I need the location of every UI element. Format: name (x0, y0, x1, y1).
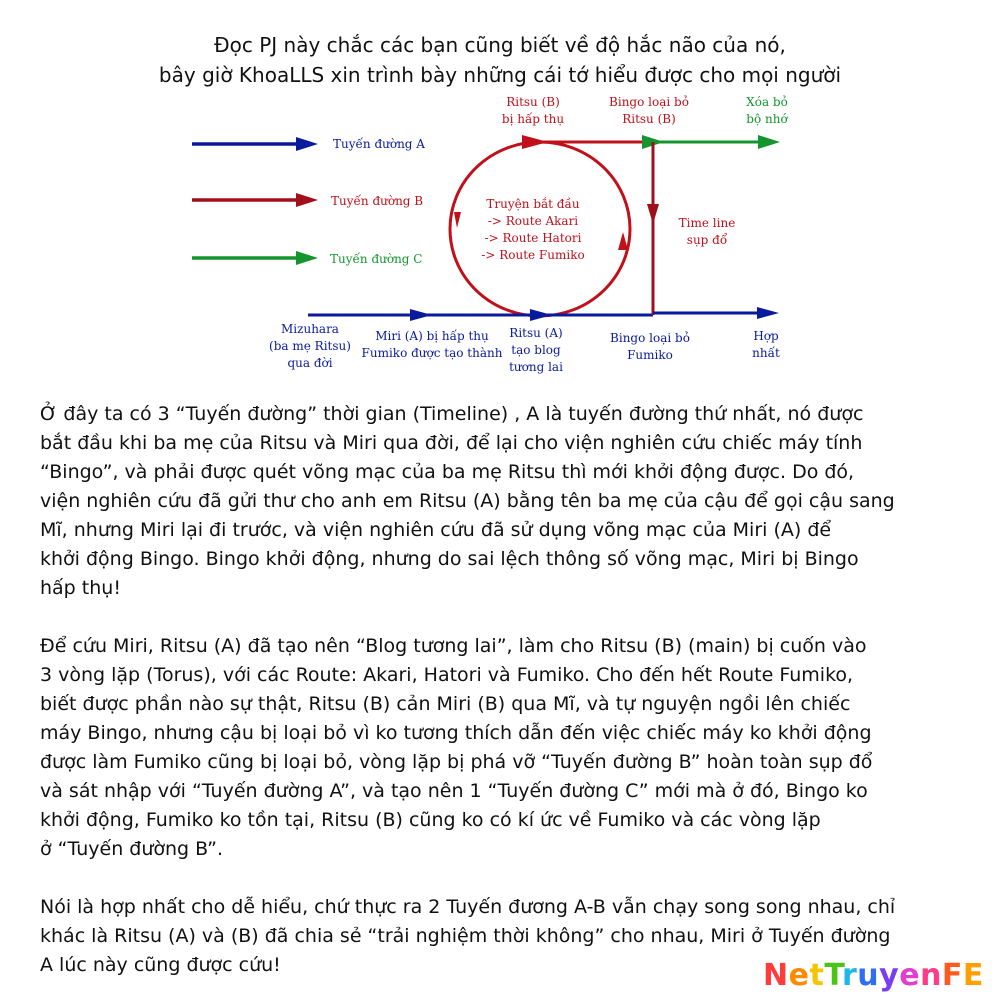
label-mizuhara-2: (ba mẹ Ritsu) (269, 339, 351, 353)
paragraph-3-line: Nói là hợp nhất cho dễ hiểu, chứ thực ra 2 Tuyến đương A-B vẫn chạy song song nhau, chỉ (40, 896, 896, 918)
label-ritsu-b-absorbed-2: bị hấp thụ (501, 112, 565, 126)
loop-text-4: -> Route Fumiko (481, 248, 585, 262)
label-bingo-ritsu-b-1: Bingo loại bỏ (609, 95, 689, 109)
brand-letter: t (809, 958, 825, 993)
route-c-arrow (192, 251, 318, 265)
paragraph-1-line: “Bingo”, và phải được quét võng mạc của ba mẹ Ritsu thì mới khởi động được. Do đó, (40, 461, 855, 483)
paragraph-2-line: và sát nhập với “Tuyến đường A”, và tạo nên 1 “Tuyến đường C” mới mà ở đó, Bingo ko (40, 780, 868, 802)
brand-letter: T (824, 958, 842, 993)
brand-watermark (763, 958, 984, 994)
route-b-arrow (192, 193, 318, 207)
paragraph-1-line: hấp thụ! (40, 577, 121, 599)
paragraph-3-line: khác là Ritsu (A) và (B) đã chia sẻ “trải nghiệm thời không” cho nhau, Miri ở Tuyến đường (40, 925, 891, 947)
label-bingo-fumiko-2: Fumiko (627, 348, 673, 362)
route-b-top-segment (522, 135, 652, 149)
route-c-top-segment (642, 135, 780, 149)
paragraph-2-line: 3 vòng lặp (Torus), với các Route: Akari, Hatori và Fumiko. Cho đến hết Route Fumiko, (40, 664, 854, 686)
route-a-label: Tuyến đường A (333, 137, 425, 151)
brand-letter: r (841, 958, 858, 993)
paragraph-1-line: bắt đầu khi ba mẹ của Ritsu và Miri qua đời, để lại cho viện nghiên cứu chiếc máy tính (40, 432, 863, 454)
paragraph-2-line: khởi động, Fumiko ko tồn tại, Ritsu (B) cũng ko có kí ức về Fumiko và các vòng lặp (40, 809, 821, 831)
main-timeline (308, 309, 653, 321)
loop-text-3: -> Route Hatori (484, 231, 582, 245)
paragraph-2-line: ở “Tuyến đường B”. (40, 838, 224, 860)
paragraph-gap (40, 864, 985, 893)
label-ritsu-a-blog-3: tương lai (509, 360, 563, 374)
paragraph-2-line: máy Bingo, nhưng cậu bị loại bỏ vì ko tương thích dẫn đến việc chiếc máy ko khởi động (40, 722, 872, 744)
label-timeline-collapse-2: sụp đổ (686, 233, 728, 247)
loop-circle (450, 142, 630, 316)
paragraph-1-line: khởi động Bingo. Bingo khởi động, nhưng do sai lệch thông số võng mạc, Miri bị Bingo (40, 548, 859, 570)
brand-letter: y (879, 958, 900, 993)
route-b-label: Tuyến đường B (331, 194, 424, 208)
paragraph-1-line: Ở đây ta có 3 “Tuyến đường” thời gian (Timeline) , A là tuyến đường thứ nhất, nó được (40, 403, 864, 425)
label-bingo-ritsu-b-2: Ritsu (B) (622, 112, 676, 126)
paragraph-2 (40, 632, 985, 864)
timeline-diagram (0, 0, 1000, 400)
label-merge-1: Hợp (753, 329, 779, 343)
brand-letter: N (763, 958, 789, 993)
label-ritsu-a-blog-1: Ritsu (A) (509, 326, 563, 340)
label-merge-2: nhất (752, 346, 780, 360)
brand-letter: F (941, 958, 963, 993)
label-mizuhara-3: qua đời (287, 356, 333, 370)
collapse-line (647, 142, 659, 315)
label-mizuhara-1: Mizuhara (281, 322, 339, 336)
route-a-arrow (192, 137, 318, 151)
label-erase-memory-2: bộ nhớ (746, 112, 788, 126)
intro-line-1: Đọc PJ này chắc các bạn cũng biết về độ hắc não của nó, (214, 33, 786, 57)
brand-letter: u (857, 958, 880, 993)
paragraph-1-line: viện nghiên cứu đã gửi thư cho anh em Ritsu (A) bằng tên ba mẹ của cậu để gọi cậu sang (40, 490, 895, 512)
merged-timeline (653, 307, 779, 319)
label-miri-absorbed-1: Miri (A) bị hấp thụ (375, 329, 489, 343)
brand-letter: E (962, 958, 984, 993)
label-ritsu-a-blog-2: tạo blog (511, 343, 561, 357)
body-text (40, 400, 985, 980)
intro-line-2: bây giờ KhoaLLS xin trình bày những cái tớ hiểu được cho mọi người (158, 63, 842, 87)
label-ritsu-b-absorbed-1: Ritsu (B) (506, 95, 560, 109)
paragraph-1-line: Mĩ, nhưng Miri lại đi trước, và viện nghiên cứu đã sử dụng võng mạc của Miri (A) để (40, 519, 832, 541)
loop-text-1: Truyện bắt đầu (486, 197, 580, 211)
paragraph-gap (40, 603, 985, 632)
paragraph-3-line: A lúc này cũng được cứu! (40, 954, 281, 976)
paragraph-2-line: được làm Fumiko cũng bị loại bỏ, vòng lặp bị phá vỡ “Tuyến đường B” hoàn toàn sụp đổ (40, 751, 873, 773)
label-miri-absorbed-2: Fumiko được tạo thành (361, 346, 503, 360)
brand-letter: n (920, 958, 942, 993)
label-bingo-fumiko-1: Bingo loại bỏ (610, 331, 690, 345)
paragraph-1 (40, 400, 985, 603)
paragraph-2-line: biết được phần nào sự thật, Ritsu (B) cản Miri (B) qua Mĩ, và tự nguyện ngồi lên chiếc (40, 693, 851, 715)
brand-letter: e (899, 958, 921, 993)
brand-letter: e (788, 958, 810, 993)
loop-text-2: -> Route Akari (487, 214, 579, 228)
paragraph-2-line: Để cứu Miri, Ritsu (A) đã tạo nên “Blog tương lai”, làm cho Ritsu (B) (main) bị cuốn vào (40, 635, 867, 657)
route-c-label: Tuyến đường C (330, 252, 423, 266)
label-timeline-collapse-1: Time line (678, 216, 736, 230)
label-erase-memory-1: Xóa bỏ (746, 95, 788, 109)
